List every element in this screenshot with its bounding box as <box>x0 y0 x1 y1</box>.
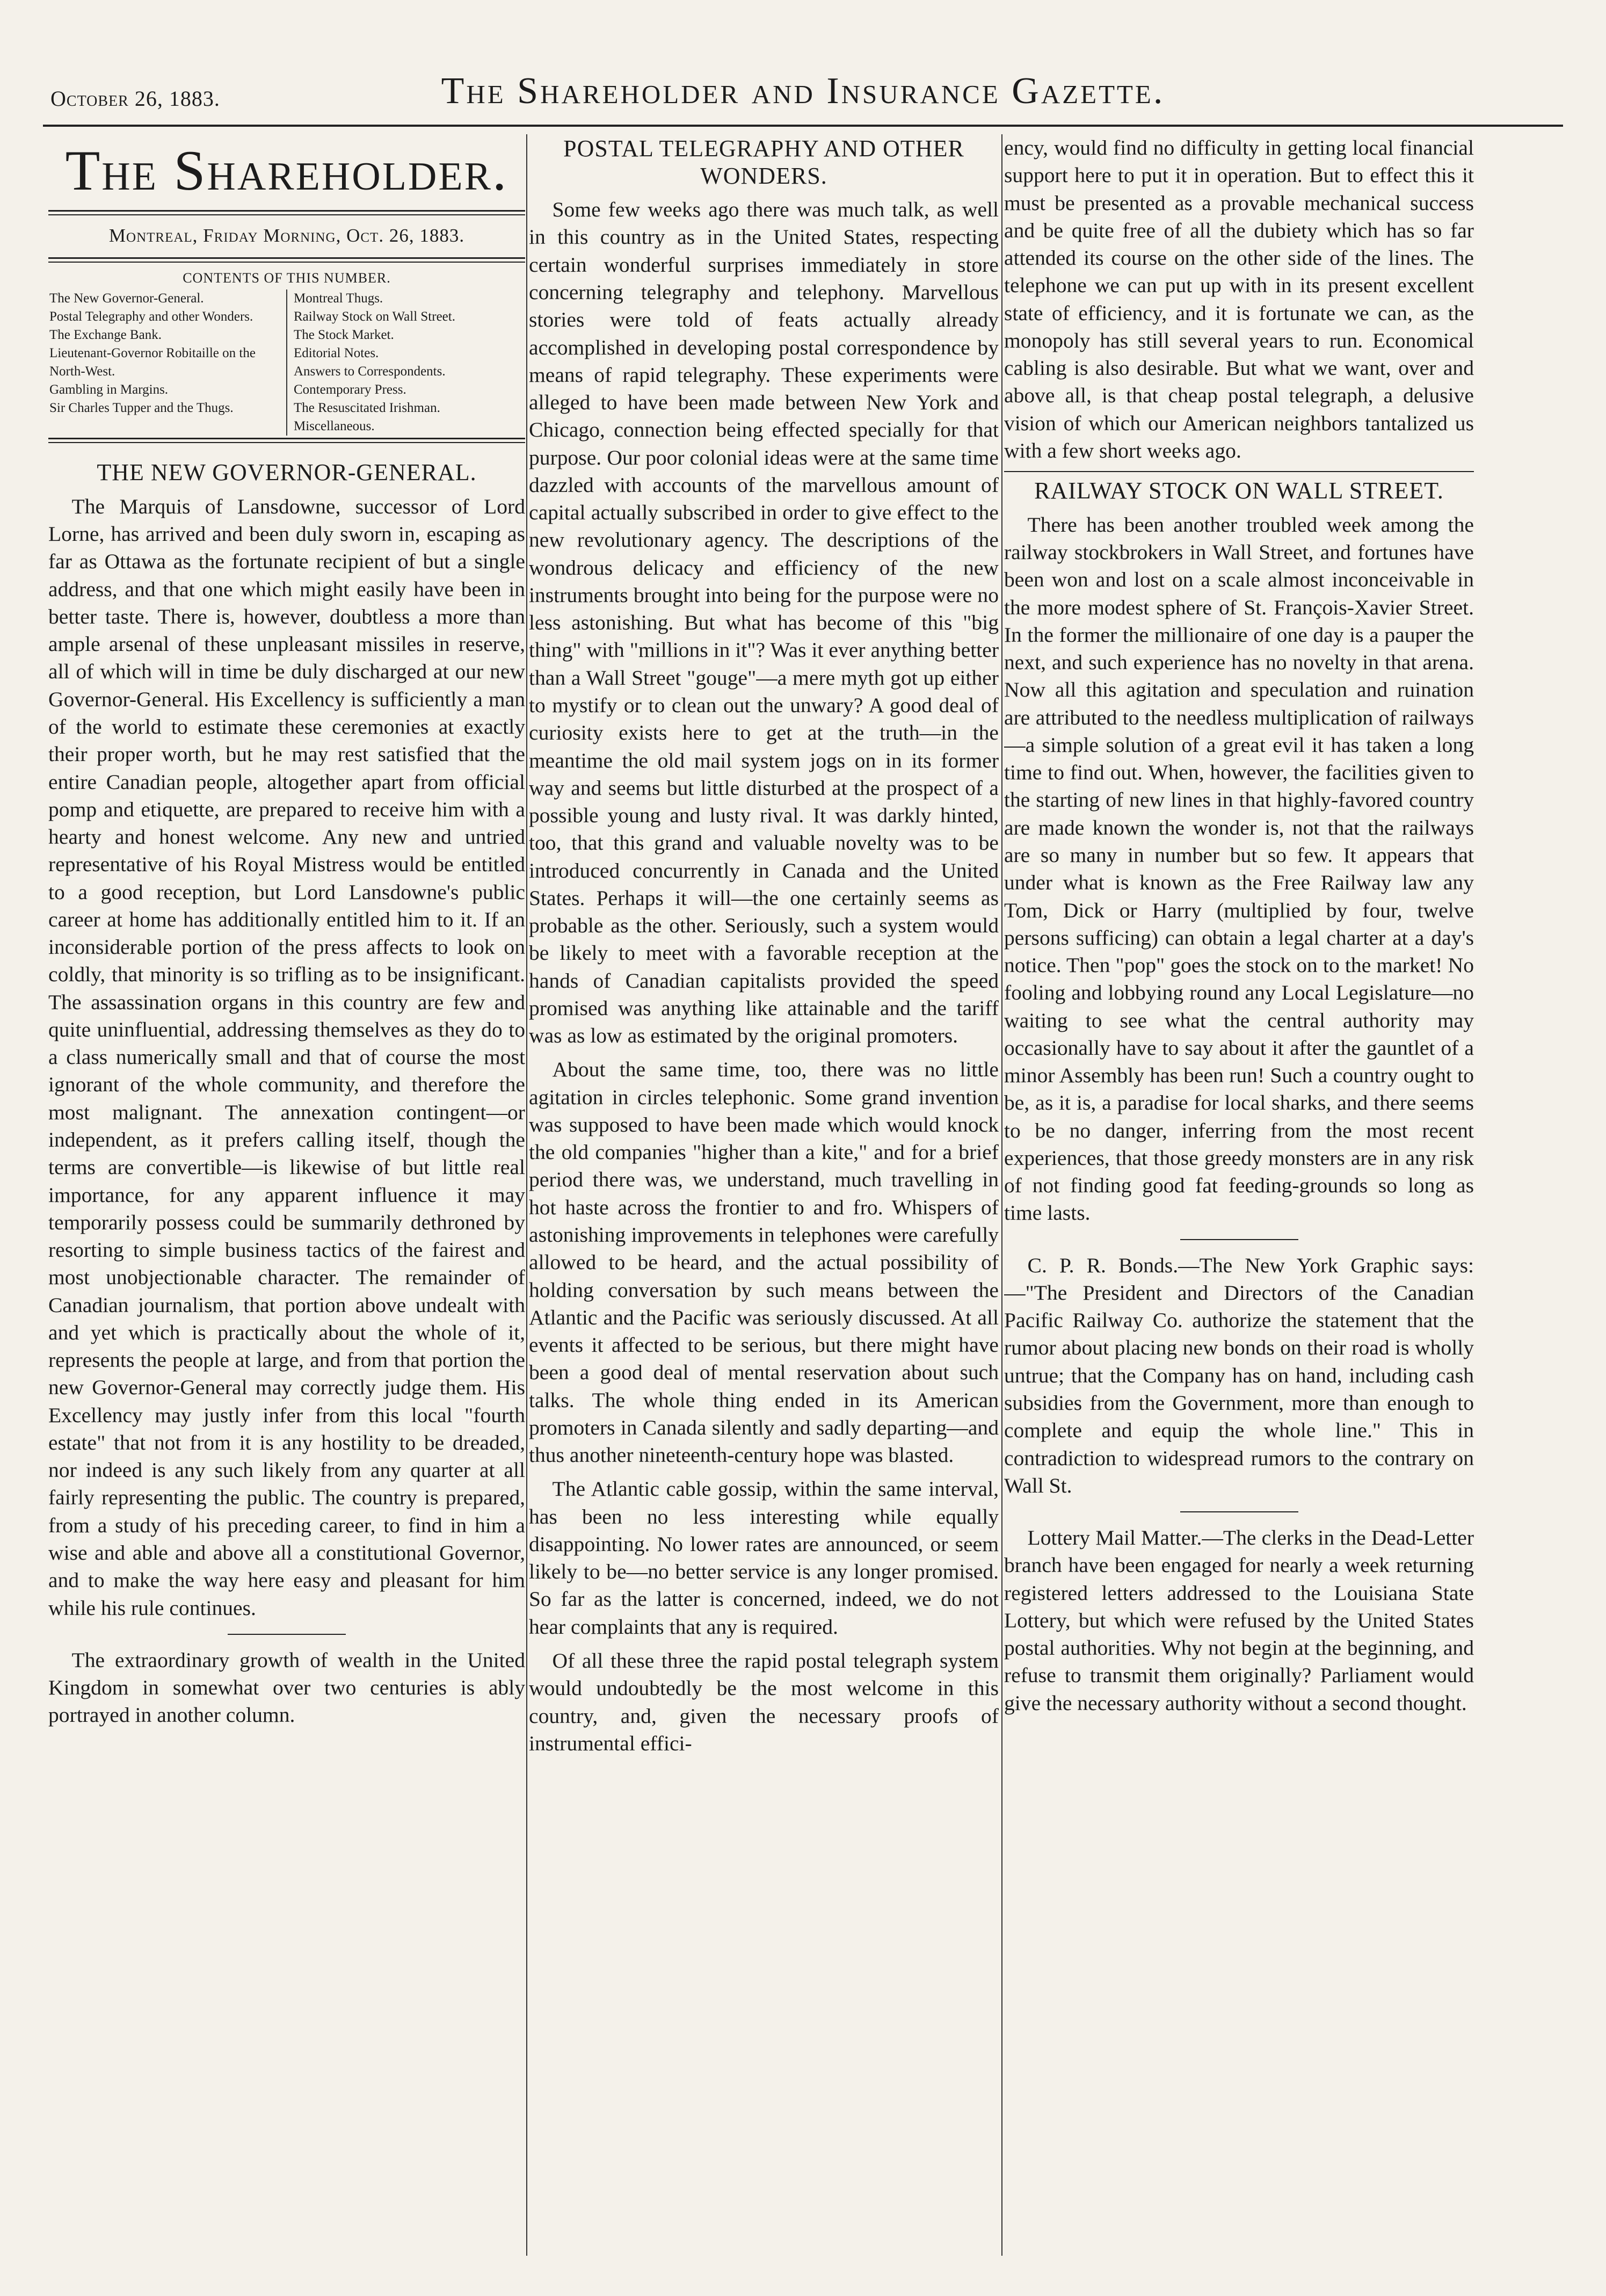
article-body <box>48 1647 525 1729</box>
article-body <box>1004 1524 1474 1717</box>
column-3 <box>1004 134 1474 2256</box>
contents-title: CONTENTS OF THIS NUMBER. <box>183 270 391 286</box>
contents-item: Sir Charles Tupper and the Thugs. <box>49 401 234 416</box>
column-divider <box>1001 134 1002 2256</box>
article-body <box>529 196 999 1757</box>
contents-left <box>48 289 287 436</box>
separator <box>228 1634 346 1635</box>
header-rule <box>43 125 1563 127</box>
paragraph: About the same time, too, there was no little agitation in circles telephonic. Some grand invention was supposed to have been made which would knock the old companies "higher than a kite," and for a brief period there was, we understand, much travelling in hot haste across the frontier to and fro. Whispers of astonishing improvements in telephones were carefully allowed to be heard, and the actual possibility of holding conversation by such means between the Atlantic and the Pacific was seriously discussed. At all events it affected to be serious, but there might have been a good deal of mental reservation about such talks. The whole thing ended in its American promoters in Canada silently and sadly departing—and thus another nineteenth-century hope was blasted. <box>529 1058 999 1467</box>
paragraph: The Atlantic cable gossip, within the same interval, has been no less interesting while equally disappointing. No lower rates are announced, or seem likely to be—no better service is any longer promised. So far as the latter is concerned, indeed, we do not hear complaints that any is required. <box>529 1477 999 1639</box>
contents-item: Answers to Correspondents. <box>294 364 446 379</box>
contents-item: Miscellaneous. <box>294 419 375 434</box>
contents-item: Montreal Thugs. <box>294 291 383 306</box>
contents-table <box>48 289 525 436</box>
dateline: Montreal, Friday Morning, Oct. 26, 1883. <box>108 225 465 247</box>
article-body <box>1004 511 1474 1227</box>
paragraph: The Marquis of Lansdowne, successor of Lord Lorne, has arrived and been duly sworn in, escaping as far as Ottawa as the fortunate recipient of but a single address, and that one which might easily have been in better taste. There is, however, doubtless a more than ample arsenal of these unpleasant missiles in reserve, all of which will in time be duly discharged at our new Governor-General. His Excellency is sufficiently a man of the world to estimate these ceremonies at exactly their proper worth, but he may rest satisfied that the entire Canadian people, altogether apart from official pomp and etiquette, are prepared to receive him with a hearty and honest welcome. Any new and untried representative of his Royal Mistress would be entitled to a good reception, but Lord Lansdowne's public career at home has additionally entitled him to it. If an inconsiderable portion of the press affects to look on coldly, that minority is so trifling as to be insignificant. The assassination organs in this country are few and quite uninfluential, addressing themselves as they do to a class numerically small and that of course the most ignorant of the whole community, and therefore the most malignant. The annexation contingent—or independent, as it prefers calling itself, though the terms are convertible—is likewise of but little real importance, for any apparent influence it may temporarily possess could be summarily dethroned by resorting to simple business tactics of the fairest and most unobjectionable character. The remainder of Canadian journalism, that portion above undealt with and yet which is practically about the whole of it, represents the people at large, and from that portion the new Governor-General may correctly judge them. His Excellency may justly infer from this local "fourth estate" that not from it is any hostility to be dreaded, nor indeed is any such likely from any quarter at all fairly representing the public. The country is prepared, from a study of his preceding career, to find in him a wise and able and above all a constitutional Governor, and to make the way here easy and pleasant for him while his rule continues. <box>48 494 525 1620</box>
article-heading: RAILWAY STOCK ON WALL STREET. <box>1034 477 1444 504</box>
contents-item: Gambling in Margins. <box>49 382 169 397</box>
contents-item: The New Governor-General. <box>49 291 204 306</box>
contents-item: The Exchange Bank. <box>49 328 162 343</box>
contents-item: Editorial Notes. <box>294 346 379 361</box>
contents-rule <box>48 438 525 443</box>
paragraph: The extraordinary growth of wealth in the United Kingdom in somewhat over two centuries is ably portrayed in another column. <box>48 1648 525 1727</box>
contents-item: The Stock Market. <box>294 328 394 343</box>
masthead-rule <box>48 210 525 215</box>
article-body <box>1004 1252 1474 1500</box>
contents-item: The Resuscitated Irishman. <box>294 401 440 416</box>
paragraph: Lottery Mail Matter.—The clerks in the Dead-Letter branch have been engaged for nearly a week returning registered letters addressed to the Louisiana State Lottery, but which were refused by the United States postal authorities. Why not begin at the beginning, and refuse to transmit them originally? Parliament would give the necessary authority without a second thought. <box>1004 1526 1474 1715</box>
paragraph: Of all these three the rapid postal telegraph system would undoubtedly be the most welcome in this country, and, given the necessary proofs of instrumental effici- <box>529 1649 999 1755</box>
separator <box>1180 1511 1298 1512</box>
contents-right <box>287 289 525 436</box>
paragraph: C. P. R. Bonds.—The New York Graphic says:—"The President and Directors of the Canadian Pacific Railway Co. authorize the statement that the rumor about placing new bonds on their road is wholly untrue; that the Company has on hand, including cash subsidies from the Government, more than enough to complete and equip the whole line." This in contradiction to widespread rumors to the contrary on Wall St. <box>1004 1253 1474 1497</box>
contents-item: Postal Telegraphy and other Wonders. <box>49 309 253 324</box>
article-body <box>1004 134 1474 465</box>
running-head <box>43 70 1563 129</box>
contents-item: Contemporary Press. <box>294 382 406 397</box>
contents-item: Lieutenant-Governor Robitaille on the North-West. <box>49 346 256 379</box>
separator <box>1180 1239 1298 1240</box>
separator <box>1004 471 1474 472</box>
column-2 <box>529 134 999 2256</box>
column-1 <box>48 134 525 2256</box>
article-body <box>48 493 525 1622</box>
paragraph: There has been another troubled week among the railway stockbrokers in Wall Street, and fortunes have been won and lost on a scale almost inconceivable in the more modest sphere of St. François-Xavier Street. In the former the millionaire of one day is a pauper the next, and such experience has no novelty in that arena. Now all this agitation and speculation and ruination are attributed to the needless multiplication of railways—a simple solution of a great evil it has taken a long time to find out. When, however, the facilities given to the starting of new lines in that highly-favored country are made known the wonder is, not that the railways are so many in number but so few. It appears that under what is known as the Free Railway law any Tom, Dick or Harry (multiplied by four, twelve persons sufficing) can obtain a legal charter at a day's notice. Then "pop" goes the stock on to the market! No fooling and lobbying round any Local Legislature—no waiting to see what the central authority may occasionally have to say about it after the gauntlet of a minor Assembly has been run! Such a country ought to be, as it is, a paradise for local sharks, and there seems to be no danger, inferring from the most recent experiences, that those greedy monsters are in any risk of not finding good fat feeding-grounds so long as time lasts. <box>1004 512 1474 1225</box>
paragraph: Some few weeks ago there was much talk, as well in this country as in the United States, respecting certain wonderful surprises immediately in store concerning telegraphy and telephony. Marvellous stories were told of feats actually already accomplished in developing postal correspondence by means of rapid telegraphy. These experiments were alleged to have been made between New York and Chicago, connection being effected specially for that purpose. Our poor colonial ideas were at the same time dazzled with accounts of the marvellous amount of capital actually subscribed in order to give effect to the new revolutionary agency. The descriptions of the wondrous delicacy and efficiency of the new instruments brought into being for the purpose were no less astonishing. But what has become of this "big thing" with "millions in it"? Was it ever anything better than a Wall Street "gouge"—a mere myth got up either to mystify or to clean out the unwary? A good deal of curiosity exists here to get at the truth—in the meantime the old mail system jogs on in its former way and seems but little disturbed at the prospect of a possible young and lusty rival. It was darkly hinted, too, that this grand and valuable novelty was to be introduced concurrently in Canada and the United States. Perhaps it will—the one certainly seems as probable as the other. Seriously, such a system would be likely to meet with a favorable reception at the hands of Canadian capitalists provided the speed promised was anything like attainable and the tariff was as low as estimated by the original promoters. <box>529 198 999 1048</box>
column-divider <box>526 134 527 2256</box>
contents-item: Railway Stock on Wall Street. <box>294 309 455 324</box>
paragraph: ency, would find no difficulty in getting local financial support here to put it in operation. But to effect this it must be presented as a provable mechanical success and be quite free of all the dubiety which has so far attended its course on the other side of the lines. The telephone we can put up with in its present excellent state of efficiency, and it is fortunate we can, as the monopoly has still several years to run. Economical cabling is also desirable. But what we want, over and above all, is that cheap postal telegraph, a delusive vision of which our American neighbors tantalized us with a few short weeks ago. <box>1004 136 1474 462</box>
masthead-title: The Shareholder. <box>65 139 508 202</box>
article-heading: POSTAL TELEGRAPHY AND OTHER WONDERS. <box>563 135 964 189</box>
article-heading: THE NEW GOVERNOR-GENERAL. <box>97 459 477 486</box>
running-head-title: The Shareholder and Insurance Gazette. <box>441 70 1165 112</box>
dateline-rule <box>48 257 525 263</box>
running-head-date: October 26, 1883. <box>50 86 220 111</box>
